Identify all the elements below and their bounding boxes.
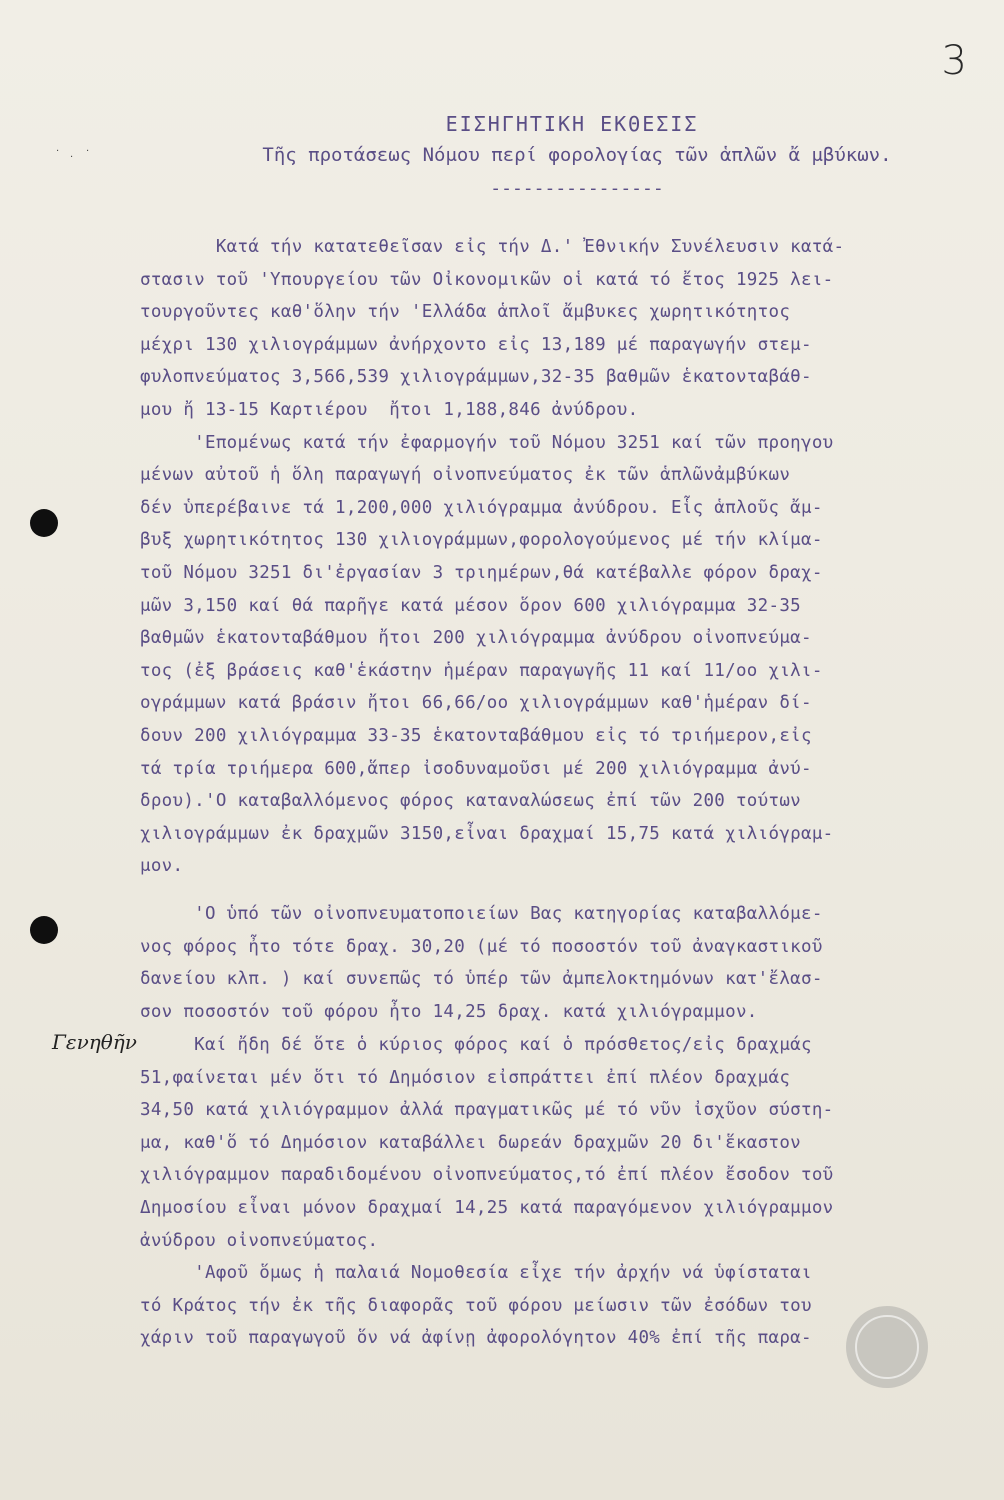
text-line: Δημοσίου εἶναι μόνον δραχμαί 14,25 κατά παραγόμενον χιλιόγραμμον — [140, 1197, 834, 1218]
text-line: στασιν τοῦ 'Υπουργείου τῶν Οἰκονομικῶν οἱ κατά τό ἔτος 1925 λει- — [140, 269, 834, 290]
text-line: βαθμῶν ἑκατονταβάθμου ἤτοι 200 χιλιόγραμμα ἀνύδρου οἰνοπνεύμα- — [140, 628, 812, 649]
text-line: τουργοῦντες καθ'ὅλην τήν 'Ελλάδα ἁπλοῖ ἄμβυκες χωρητικότητος — [140, 302, 791, 323]
margin-mark: · — [56, 146, 60, 157]
punch-hole-lower — [30, 916, 58, 944]
text-line: τοῦ Νόμου 3251 δι'ἐργασίαν 3 τριημέρων,θά κατέβαλλε φόρον δραχ- — [140, 562, 823, 583]
text-line: βυξ χωρητικότητος 130 χιλιογράμμων,φορολογούμενος μέ τήν κλίμα- — [140, 530, 823, 551]
page-number: 3 — [941, 38, 968, 84]
text-line: δουν 200 χιλιόγραμμα 33-35 ἑκατονταβάθμου εἰς τό τριήμερον,εἰς — [140, 725, 812, 746]
paragraph-block-2 — [140, 898, 980, 1028]
text-line: 51,φαίνεται μέν ὅτι τό Δημόσιον εἰσπράττει ἐπί πλέον δραχμάς — [140, 1067, 791, 1088]
margin-mark: · — [86, 146, 90, 157]
margin-mark: · — [70, 152, 74, 163]
text-line: δέν ὑπερέβαινε τά 1,200,000 χιλιόγραμμα ἀνύδρου. Εἷς ἁπλοῦς ἄμ- — [140, 497, 823, 518]
text-line: χιλιόγραμμον παραδιδομένου οἰνοπνεύματος,τό ἐπί πλέον ἔσοδον τοῦ — [140, 1165, 834, 1186]
paragraph-block-3 — [140, 1029, 980, 1355]
text-line: Κατά τήν κατατεθεῖσαν εἰς τήν Δ.' Ἐθνικήν Συνέλευσιν κατά- — [140, 237, 845, 257]
text-line: 'Ο ὑπό τῶν οἰνοπνευματοποιείων Βας κατηγορίας καταβαλλόμε- — [140, 904, 823, 924]
text-line: νος φόρος ἦτο τότε δραχ. 30,20 (μέ τό ποσοστόν τοῦ ἀναγκαστικοῦ — [140, 936, 823, 957]
document-title: ΕΙΣΗΓΗΤΙΚΗ ΕΚΘΕΣΙΣ — [445, 112, 699, 136]
text-line: σον ποσοστόν τοῦ φόρου ἦτο 14,25 δραχ. κατά χιλιόγραμμον. — [140, 1001, 758, 1022]
text-line: 'Αφοῦ ὅμως ἡ παλαιά Νομοθεσία εἶχε τήν ἀρχήν νά ὑφίσταται — [140, 1263, 812, 1284]
text-line: μου ἤ 13-15 Καρτιέρου ἤτοι 1,188,846 ἀνύδρου. — [140, 399, 639, 420]
handwritten-margin-note: Γενηθῆν — [52, 1030, 137, 1054]
text-line: τό Κράτος τήν ἐκ τῆς διαφορᾶς τοῦ φόρου μείωσιν τῶν ἐσόδων του — [140, 1295, 812, 1316]
paragraph-block-1 — [140, 231, 980, 883]
title-underline: ---------------- — [490, 178, 664, 199]
text-line: μα, καθ'ὅ τό Δημόσιον καταβάλλει δωρεάν δραχμῶν 20 δι'ἕκαστον — [140, 1132, 801, 1153]
text-line: μον. — [140, 856, 184, 877]
text-line: 34,50 κατά χιλιόγραμμον ἀλλά πραγματικῶς μέ τό νῦν ἰσχῦον σύστη- — [140, 1100, 834, 1121]
archive-stamp-icon — [846, 1306, 928, 1388]
text-line: δρου).'Ο καταβαλλόμενος φόρος καταναλώσεως ἐπί τῶν 200 τούτων — [140, 791, 801, 812]
text-line: χάριν τοῦ παραγωγοῦ ὅν νά ἀφίνῃ ἀφορολόγητον 40% ἐπί τῆς παρα- — [140, 1328, 812, 1349]
text-line: μῶν 3,150 καί θά παρῆγε κατά μέσον ὅρον 600 χιλιόγραμμα 32-35 — [140, 595, 801, 616]
text-line: μένων αὐτοῦ ἡ ὅλη παραγωγή οἰνοπνεύματος ἐκ τῶν ἁπλῶνἀμβύκων — [140, 465, 791, 486]
text-line: μέχρι 130 χιλιογράμμων ἀνήρχοντο εἰς 13,189 μέ παραγωγήν στεμ- — [140, 334, 812, 355]
text-line: τος (ἐξ βράσεις καθ'ἑκάστην ἡμέραν παραγωγῆς 11 καί 11/οο χιλι- — [140, 660, 823, 681]
text-line: τά τρία τριήμερα 600,ἅπερ ἰσοδυναμοῦσι μέ 200 χιλιόγραμμα ἀνύ- — [140, 758, 812, 779]
text-line: χιλιογράμμων ἐκ δραχμῶν 3150,εἶναι δραχμαί 15,75 κατά χιλιόγραμ- — [140, 823, 834, 844]
text-line: ογράμμων κατά βράσιν ἤτοι 66,66/οο χιλιογράμμων καθ'ἡμέραν δί- — [140, 693, 812, 714]
text-line: 'Επομένως κατά τήν ἐφαρμογήν τοῦ Νόμου 3251 καί τῶν προηγου — [140, 432, 834, 453]
document-subtitle: Τῆς προτάσεως Νόμου περί φορολογίας τῶν ἁπλῶν ἄ μβύκων. — [262, 144, 892, 166]
text-line: φυλοπνεύματος 3,566,539 χιλιογράμμων,32-35 βαθμῶν ἑκατονταβάθ- — [140, 367, 812, 388]
text-line: Καί ἤδη δέ ὅτε ὁ κύριος φόρος καί ὁ πρόσθετος/εἰς δραχμάς — [140, 1035, 812, 1055]
text-line: δανείου κλπ. ) καί συνεπῶς τό ὑπέρ τῶν ἀμπελοκτημόνων κατ'ἔλασ- — [140, 969, 823, 990]
text-line: ἀνύδρου οἰνοπνεύματος. — [140, 1230, 379, 1251]
punch-hole-upper — [30, 509, 58, 537]
